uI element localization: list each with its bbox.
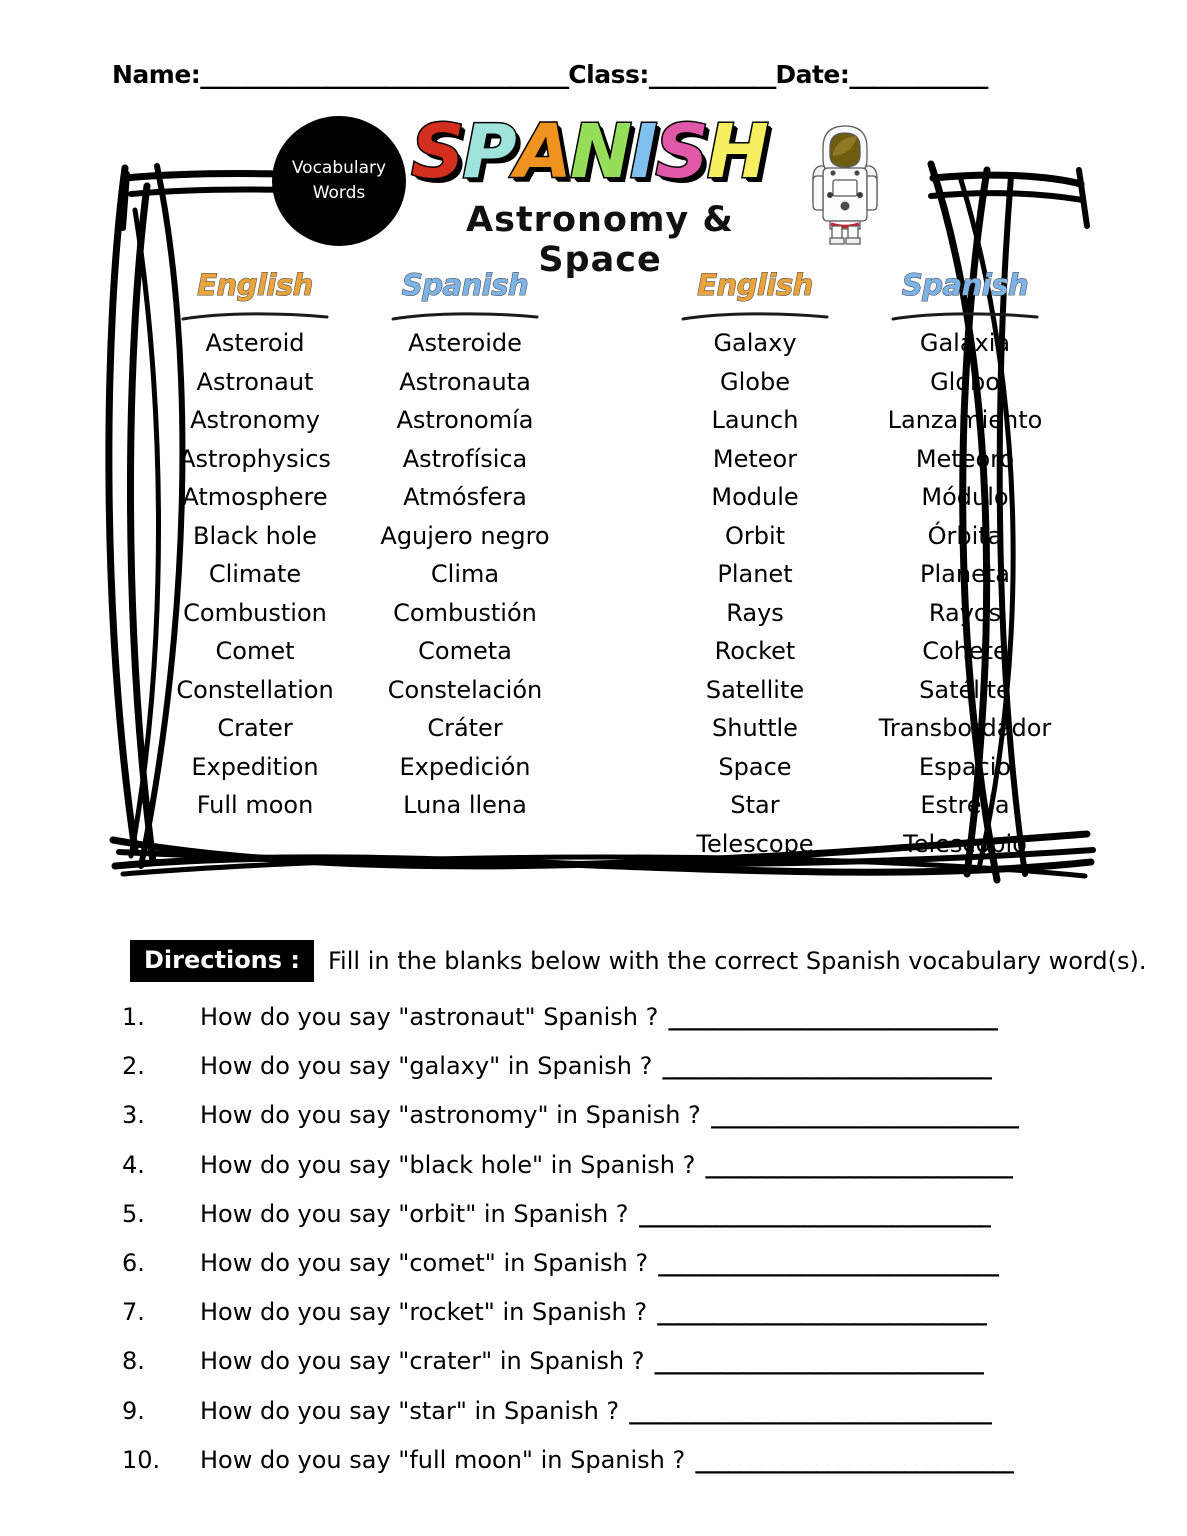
vocab-word: Rays [726, 598, 784, 627]
header-underline [180, 312, 330, 322]
answer-blank[interactable]: ________________________________ [638, 1199, 991, 1228]
vocab-word: Star [730, 791, 780, 819]
answer-blank[interactable]: ____________________________ [705, 1150, 1014, 1179]
vocab-word: Órbita [927, 521, 1003, 550]
vocab-word: Orbit [724, 521, 786, 550]
answer-blank[interactable]: _____________________________ [695, 1445, 1015, 1474]
vocab-word: Luna llena [403, 791, 527, 819]
vocab-column-spanish-left [360, 268, 570, 825]
vocab-word: Telescopio [903, 829, 1027, 858]
class-label: Class: [568, 60, 649, 89]
header-underline [390, 312, 540, 322]
question-row [122, 1347, 1082, 1396]
vocab-word: Full moon [196, 791, 314, 819]
vocab-word: Globe [720, 367, 790, 396]
vocab-word: Rocket [714, 637, 796, 665]
question-number: 4. [122, 1150, 145, 1179]
vocab-word: Constelación [387, 675, 543, 704]
vocab-word: Agujero negro [380, 521, 550, 550]
question-row [122, 1151, 1082, 1200]
vocab-word: Asteroid [205, 329, 305, 357]
vocab-word: Lanzamiento [887, 406, 1043, 434]
vocabulary-table-left [150, 268, 570, 825]
question-text: How do you say "comet" in Spanish ? [200, 1248, 649, 1277]
vocab-word: Satélite [919, 675, 1011, 704]
column-header-english [150, 268, 360, 324]
question-number: 2. [122, 1052, 145, 1081]
question-row [122, 1446, 1082, 1495]
vocab-word: Black hole [193, 521, 317, 550]
vocab-column-english-left [150, 268, 360, 825]
answer-blank[interactable]: ______________________________ [657, 1298, 988, 1327]
vocab-word: Cometa [418, 637, 512, 665]
student-info-line [112, 60, 1077, 94]
vocab-word: Astronaut [196, 367, 314, 396]
question-text: How do you say "astronaut" Spanish ? [200, 1003, 659, 1031]
vocab-word: Asteroide [408, 329, 522, 357]
vocabulary-words-badge [272, 116, 406, 246]
vocab-word: Telescope [696, 829, 814, 858]
question-row [122, 1052, 1082, 1101]
badge-line-2: Words [312, 183, 366, 203]
vocab-word: Transbordador [878, 714, 1052, 742]
answer-blank[interactable]: _______________________________ [658, 1248, 1000, 1277]
column-header-english-label: English [197, 268, 313, 302]
column-header-english-label: English [697, 268, 813, 302]
question-text: How do you say "full moon" in Spanish ? [200, 1445, 686, 1474]
vocabulary-table-right [650, 268, 1070, 863]
vocab-word: Galaxy [713, 329, 797, 357]
vocab-word: Expedición [399, 752, 531, 781]
question-text: How do you say "orbit" in Spanish ? [200, 1199, 629, 1228]
vocab-word: Cráter [427, 714, 503, 742]
vocab-word: Comet [215, 637, 295, 665]
column-header-spanish [360, 268, 570, 324]
date-label: Date: [775, 60, 850, 89]
questions-list [122, 1003, 1082, 1495]
header-underline [680, 312, 830, 322]
vocab-word: Astronomy [190, 406, 320, 434]
question-text: How do you say "star" in Spanish ? [200, 1396, 620, 1425]
answer-blank[interactable]: ____________________________ [710, 1101, 1019, 1130]
question-number: 10. [122, 1445, 161, 1474]
vocab-word: Estrella [920, 791, 1010, 819]
page-title [411, 109, 767, 195]
vocab-word: Combustion [183, 598, 327, 627]
vocab-word: Expedition [191, 752, 319, 781]
column-header-spanish [860, 268, 1070, 324]
vocab-word: Meteoro [915, 444, 1015, 473]
class-blank[interactable]: ___________ [648, 60, 776, 89]
column-header-spanish-label: Spanish [901, 268, 1029, 302]
question-number: 3. [122, 1101, 145, 1130]
header-underline [890, 312, 1040, 322]
vocab-word: Galaxia [919, 329, 1011, 357]
title-letter-5: S [655, 109, 707, 195]
question-number: 7. [122, 1298, 145, 1327]
badge-line-1: Vocabulary [291, 158, 387, 179]
vocab-word: Space [718, 752, 792, 781]
vocab-word: Satellite [705, 675, 805, 704]
directions-text: Fill in the blanks below with the correct Spanish vocabulary word(s). [328, 947, 1147, 975]
question-text: How do you say "astronomy" in Spanish ? [200, 1101, 701, 1130]
title-letter-0: S [411, 109, 463, 195]
question-number: 5. [122, 1199, 145, 1228]
column-header-spanish-label: Spanish [401, 268, 529, 302]
vocab-word: Module [711, 483, 799, 511]
vocab-word: Shuttle [712, 714, 798, 742]
question-number: 1. [122, 1003, 145, 1031]
question-text: How do you say "galaxy" in Spanish ? [200, 1052, 653, 1081]
vocab-word: Astronomía [396, 406, 534, 434]
title-letter-4: I [630, 109, 656, 195]
title-letter-2: A [514, 109, 571, 195]
vocab-word: Módulo [921, 483, 1009, 511]
vocab-word: Meteor [712, 444, 798, 473]
question-number: 6. [122, 1248, 145, 1277]
question-number: 8. [122, 1347, 145, 1376]
title-letter-6: H [706, 109, 767, 195]
vocab-word: Atmósfera [403, 483, 527, 511]
vocab-word: Clima [430, 560, 500, 588]
vocab-word: Globo [930, 367, 1000, 396]
title-letter-1: P [462, 109, 515, 195]
title-letter-3: N [570, 109, 630, 195]
question-text: How do you say "rocket" in Spanish ? [200, 1298, 648, 1327]
astronaut-icon [806, 120, 884, 246]
vocab-column-spanish-right [860, 268, 1070, 863]
vocab-word: Planeta [920, 560, 1010, 588]
directions-tag: Directions : [130, 940, 314, 982]
question-row [122, 1200, 1082, 1249]
question-row [122, 1249, 1082, 1298]
vocab-word: Planet [717, 560, 793, 588]
answer-blank[interactable]: ______________________________ [662, 1052, 993, 1081]
vocab-column-english-right [650, 268, 860, 863]
vocab-word: Climate [208, 560, 302, 588]
directions-row [130, 940, 1147, 982]
answer-blank[interactable]: ______________________________ [654, 1347, 985, 1376]
vocab-word: Cohete [922, 637, 1008, 665]
vocab-word: Launch [711, 406, 799, 434]
vocab-word: Astrofísica [402, 444, 528, 473]
vocab-word: Astrophysics [179, 444, 331, 473]
answer-blank[interactable]: ______________________________ [668, 1003, 999, 1031]
name-label: Name: [112, 60, 201, 89]
vocab-word: Crater [217, 714, 293, 742]
date-blank[interactable]: ____________ [849, 60, 988, 89]
vocab-word: Espacio [918, 752, 1012, 781]
answer-blank[interactable]: _________________________________ [629, 1396, 993, 1425]
column-header-english [650, 268, 860, 324]
question-text: How do you say "crater" in Spanish ? [200, 1347, 645, 1376]
page-subtitle: Astronomy & Space [466, 200, 734, 280]
vocab-word: Constellation [176, 675, 334, 704]
vocab-word: Atmosphere [182, 483, 328, 511]
question-row [122, 1003, 1082, 1052]
name-blank[interactable]: ________________________________ [200, 60, 569, 89]
question-row [122, 1298, 1082, 1347]
vocab-word: Combustión [393, 598, 537, 627]
question-number: 9. [122, 1396, 145, 1425]
question-row [122, 1101, 1082, 1150]
question-row [122, 1397, 1082, 1446]
vocab-word: Astronauta [399, 367, 531, 396]
question-text: How do you say "black hole" in Spanish ? [200, 1150, 696, 1179]
vocab-word: Rayos [928, 598, 1002, 627]
